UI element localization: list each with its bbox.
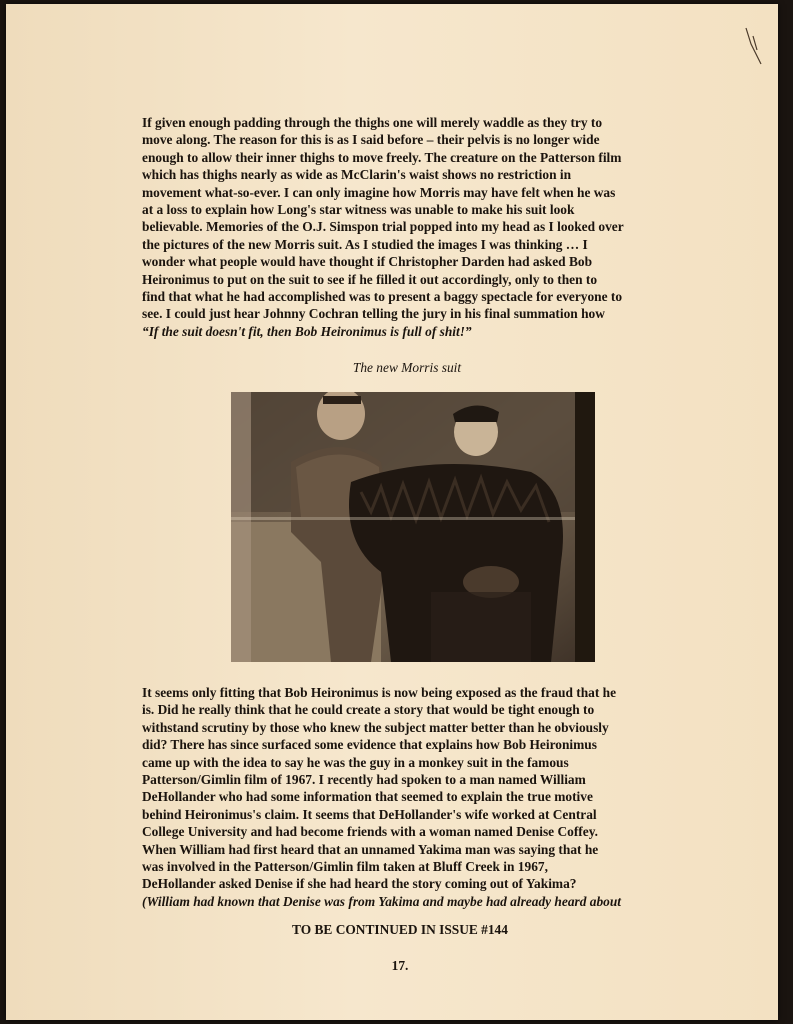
text-line: If given enough padding through the thighs one will merely waddle as they try to <box>142 115 603 130</box>
paragraph-heironimus-fraud <box>142 684 690 910</box>
text-line: It seems only fitting that Bob Heironimus is now being exposed as the fraud that he <box>142 685 617 700</box>
continued-notice: TO BE CONTINUED IN ISSUE #144 <box>292 922 508 937</box>
text-line: move along. The reason for this is as I said before – their pelvis is no longer wide <box>142 132 600 148</box>
text-line: find that what he had accomplished was to present a baggy spectacle for everyone to <box>142 289 623 305</box>
text-line: was involved in the Patterson/Gimlin film taken at Bluff Creek in 1967, <box>142 859 548 875</box>
text-line: did? There has since surfaced some evidence that explains how Bob Heironimus <box>142 737 597 753</box>
text-line: Heironimus to put on the suit to see if he filled it out accordingly, only to then to <box>142 271 598 287</box>
text-line: withstand scrutiny by those who knew the subject matter better than he obviously <box>142 719 609 735</box>
text-line: DeHollander who had some information that seemed to explain the true motive <box>142 789 593 805</box>
paragraph-suit-fit <box>142 114 690 340</box>
text-line: When William had first heard that an unnamed Yakima man was saying that he <box>142 841 599 857</box>
text-line: which has thighs nearly as wide as McClarin's waist shows no restriction in <box>142 167 572 183</box>
text-line: see. I could just hear Johnny Cochran telling the jury in his final summation how <box>142 306 605 322</box>
text-line: College University and had become friends with a woman named Denise Coffey. <box>142 824 599 840</box>
text-line: enough to allow their inner thighs to move freely. The creature on the Patterson film <box>142 149 622 165</box>
text-line: at a loss to explain how Long's star witness was unable to make his suit look <box>142 202 575 218</box>
quote-line: “If the suit doesn't fit, then Bob Heironimus is full of shit!” <box>142 323 472 339</box>
document-page <box>6 4 778 1020</box>
text-line: Patterson/Gimlin film of 1967. I recently had spoken to a man named William <box>142 772 586 788</box>
text-line: DeHollander asked Denise if she had heard the story coming out of Yakima? <box>142 876 577 892</box>
photo-caption: The new Morris suit <box>352 360 462 375</box>
text-line: the pictures of the new Morris suit. As I studied the images I was thinking … I <box>142 236 588 252</box>
pencil-mark <box>743 26 765 66</box>
italic-line: (William had known that Denise was from Yakima and maybe had already heard about <box>142 893 622 909</box>
text-line: believable. Memories of the O.J. Simspon trial popped into my head as I looked over <box>142 219 624 235</box>
text-line: movement what-so-ever. I can only imagine how Morris may have felt when he was <box>142 184 616 200</box>
text-line: came up with the idea to say he was the guy in a monkey suit in the famous <box>142 754 569 770</box>
text-line: is. Did he really think that he could create a story that would be tight enough to <box>142 702 595 718</box>
photo-morris-suit <box>231 392 595 662</box>
text-line: behind Heironimus's claim. It seems that DeHollander's wife worked at Central <box>142 806 597 822</box>
text-line: wonder what people would have thought if Christopher Darden had asked Bob <box>142 254 593 270</box>
page-number: 17. <box>391 958 409 973</box>
